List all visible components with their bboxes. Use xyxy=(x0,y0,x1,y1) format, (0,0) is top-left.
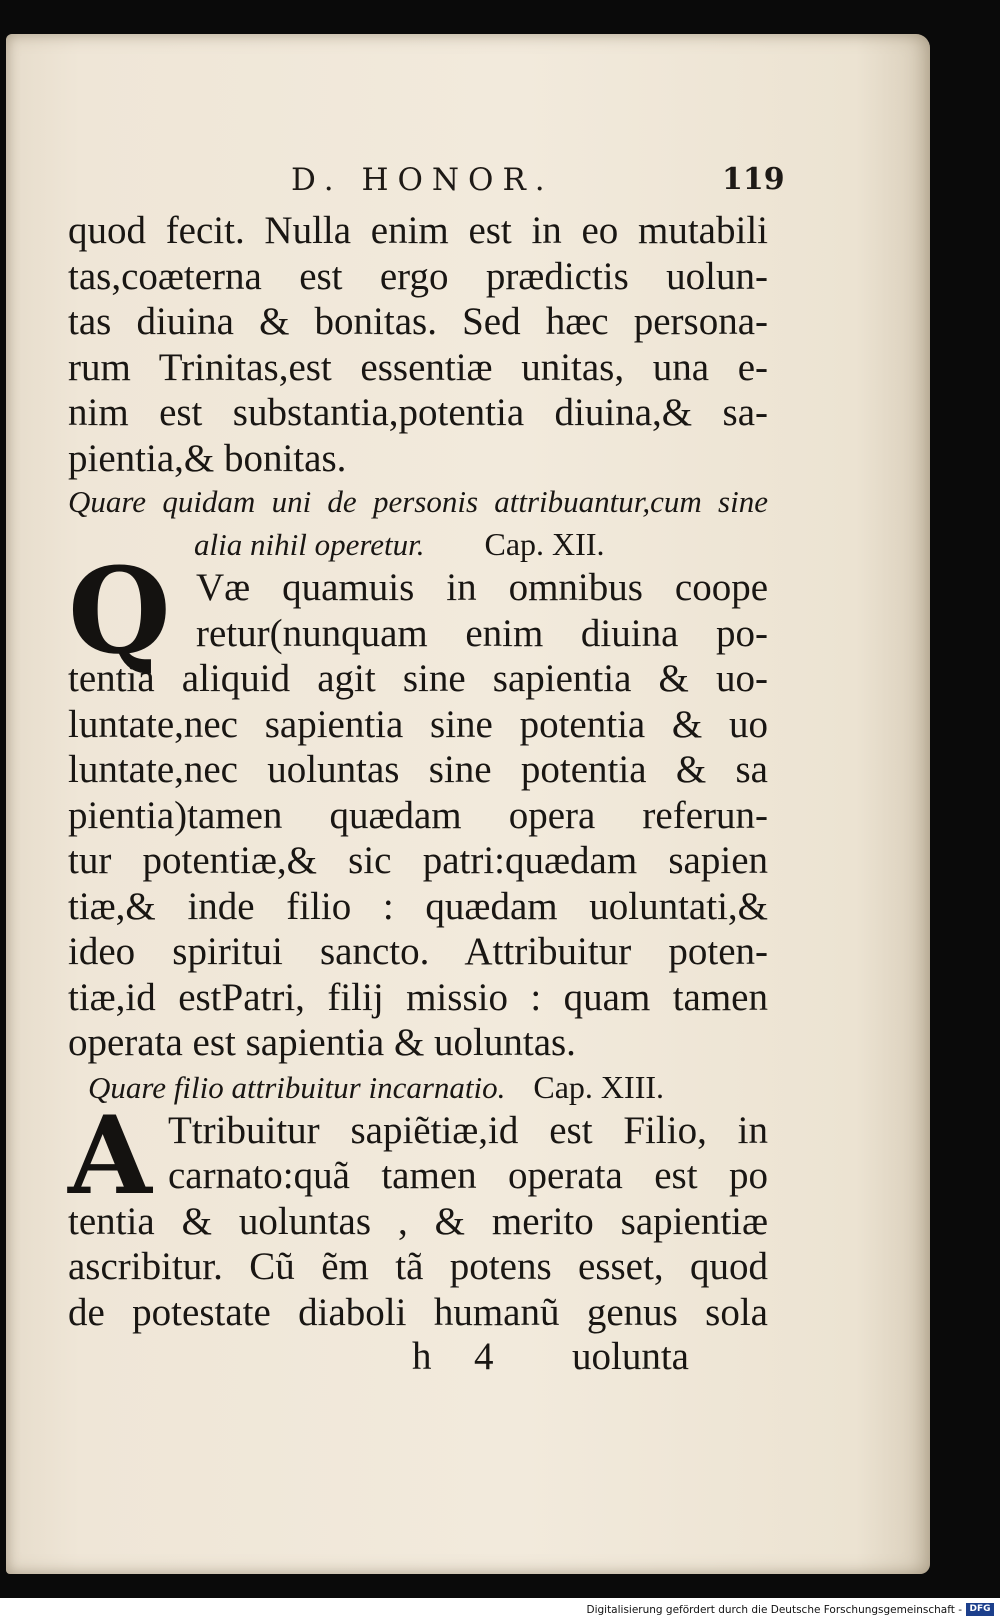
page-number: 119 xyxy=(722,162,785,197)
chapter-13-body xyxy=(68,1092,768,1336)
text-line: nim est substantia,potentia diuina,& sa- xyxy=(68,391,768,434)
text-line: tiæ,& inde filio : quædam uoluntati,& xyxy=(68,884,768,928)
running-head: D. HONOR. xyxy=(291,162,554,198)
footer-credit: Digitalisierung gefördert durch die Deutsche Forschungsgemeinschaft - xyxy=(586,1604,962,1616)
dfg-logo-icon: DFG xyxy=(966,1603,994,1616)
text-line: pientia,& bonitas. xyxy=(68,436,347,480)
chapter-13-heading-text: Quare filio attribuitur incarnatio. xyxy=(88,1069,506,1105)
chapter-12-heading-line2 xyxy=(68,523,768,565)
text-line: tas diuina & bonitas. Sed hæc persona- xyxy=(68,300,768,343)
text-line: rum Trinitas,est essentiæ unitas, una e- xyxy=(68,345,768,389)
chapter-12-heading-line1: Quare quidam uni de personis attribuantur,cum sine xyxy=(68,484,768,519)
chapter-12-number: Cap. XII. xyxy=(484,526,605,562)
text-line: ideo spiritui sancto. Attribuitur poten- xyxy=(68,930,768,973)
text-line: pientia)tamen quædam opera referun- xyxy=(68,793,768,837)
chapter-13-number: Cap. XIII. xyxy=(533,1068,664,1105)
text-line: tur potentiæ,& sic patri:quædam sapien xyxy=(68,839,768,882)
chapter-12-heading-text: alia nihil operetur. xyxy=(194,527,425,562)
text-line: tentia & uoluntas , & merito sapientiæ xyxy=(68,1199,768,1243)
text-line: Ttribuitur sapiẽtiæ,id est Filio, in xyxy=(168,1108,768,1152)
text-line: quod fecit. Nulla enim est in eo mutabili xyxy=(68,209,768,252)
signature-letter: h xyxy=(412,1335,432,1378)
text-line: carnato:quã tamen operata est po xyxy=(168,1154,768,1197)
drop-cap-q: Q xyxy=(68,541,171,680)
chapter-13-heading xyxy=(68,1066,768,1108)
drop-cap-a: A xyxy=(68,1092,152,1219)
signature-line xyxy=(412,1334,752,1379)
text-line: ascribitur. Cũ ẽm tã potens esset, quod xyxy=(68,1245,768,1288)
text-line: operata est sapientia & uoluntas. xyxy=(68,1021,576,1064)
signature-number: 4 xyxy=(474,1335,494,1378)
catchword: uolunta xyxy=(572,1335,689,1378)
text-line: Væ quamuis in omnibus coope xyxy=(196,566,768,609)
text-block xyxy=(68,208,768,1335)
text-line: de potestate diaboli humanũ genus sola xyxy=(68,1290,768,1334)
text-line: luntate,nec uoluntas sine potentia & sa xyxy=(68,748,768,791)
book-page xyxy=(6,34,930,1574)
text-line: luntate,nec sapientia sine potentia & uo xyxy=(68,702,768,746)
text-line: retur(nunquam enim diuina po- xyxy=(196,611,768,655)
text-line: tentia aliquid agit sine sapientia & uo- xyxy=(68,657,768,700)
digitization-footer xyxy=(0,1598,1000,1620)
text-line: tiæ,id estPatri, filij missio : quam tamen xyxy=(68,975,768,1019)
text-line: tas,coæterna est ergo prædictis uolun- xyxy=(68,254,768,298)
